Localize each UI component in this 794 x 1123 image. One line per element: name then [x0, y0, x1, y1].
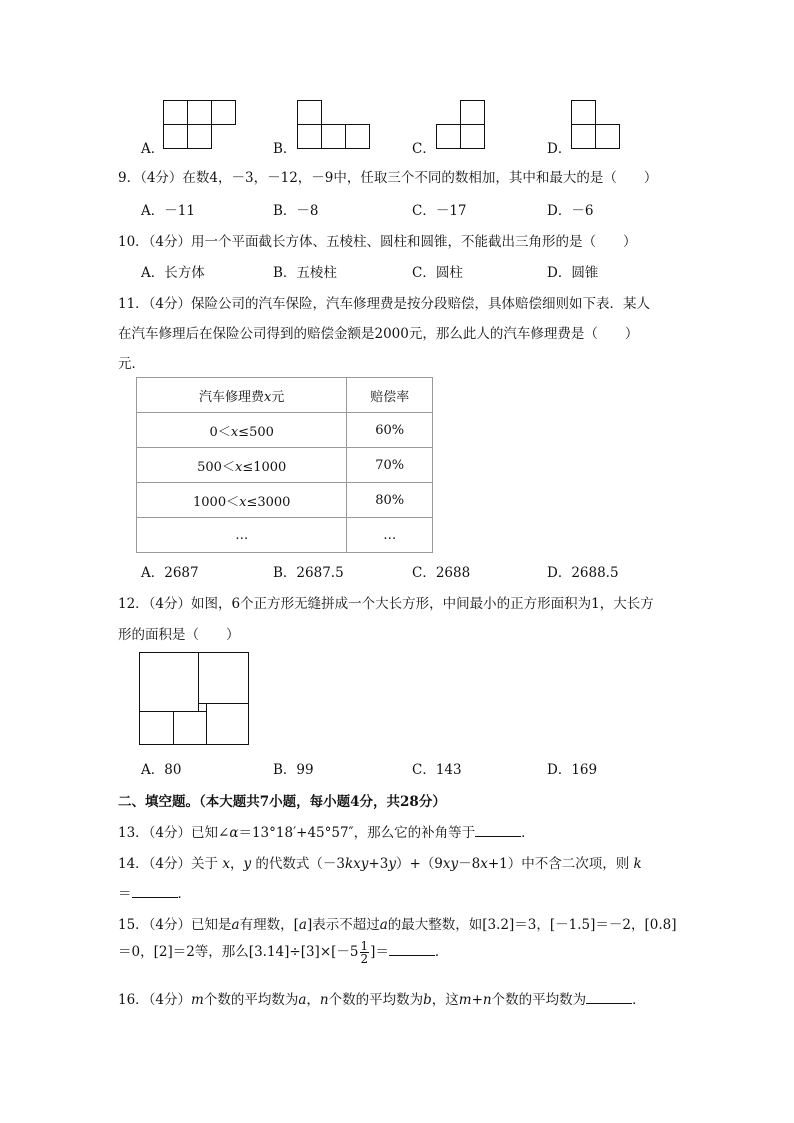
q8-option-a-label: A． — [141, 141, 165, 157]
q15-stem-line1: 15．（4分）已知是a有理数，[a]表示不超过a的最大整数，如[3.2]＝3，[－1.5]＝－2，[0.8] — [118, 917, 677, 933]
q11-option-d: D．2688.5 — [547, 565, 619, 581]
q11-option-c: C．2688 — [412, 565, 471, 581]
table-cell-rate: 80% — [347, 483, 433, 518]
q10-option-c: C．圆柱 — [412, 265, 463, 281]
q9-stem: 9．（4分）在数4，－3，－12，－9中，任取三个不同的数相加，其中和最大的是（ ） — [118, 170, 658, 186]
q8-option-b-label: B． — [273, 141, 297, 157]
q11-option-b: B．2687.5 — [273, 565, 344, 581]
q8-option-a-figure — [163, 100, 237, 150]
q11-compensation-table — [136, 377, 433, 553]
q15-answer-blank[interactable] — [389, 943, 435, 956]
table-cell-range: 500＜x≤1000 — [137, 448, 347, 483]
table-cell-rate: … — [347, 518, 433, 553]
q14-answer-blank[interactable] — [132, 885, 178, 898]
q15-fraction: $\frac{1}{2}$ — [360, 939, 369, 966]
q16-stem: 16．（4分）m个数的平均数为a，n个数的平均数为b，这m+n个数的平均数为 ． — [118, 992, 646, 1008]
q11-stem-line2: 在汽车修理后在保险公司得到的赔偿金额是2000元，那么此人的汽车修理费是（ ） — [118, 326, 639, 342]
table-header-repair-fee: 汽车修理费x元 — [137, 378, 347, 413]
table-row — [137, 518, 433, 553]
q12-stem-line2: 形的面积是（ ） — [118, 627, 240, 643]
q14-stem-line1: 14．（4分）关于 x，y 的代数式（－3kxy+3y）+（9xy－8x+1）中不含二次项，则 k — [118, 856, 642, 872]
q13-stem: 13．（4分）已知∠α＝13°18′+45°57″，那么它的补角等于 ． — [118, 825, 535, 841]
q9-option-a: A．－11 — [141, 203, 195, 219]
table-cell-rate: 70% — [347, 448, 433, 483]
q9-option-c: C．－17 — [412, 203, 467, 219]
q9-option-d: D．－6 — [547, 203, 594, 219]
table-cell-rate: 60% — [347, 413, 433, 448]
table-header-rate: 赔偿率 — [347, 378, 433, 413]
table-cell-range: 0＜x≤500 — [137, 413, 347, 448]
q8-option-c-figure — [436, 100, 486, 150]
q11-option-a: A．2687 — [141, 565, 199, 581]
q14-stem-line2: ＝ ． — [118, 886, 191, 902]
q11-stem-line1: 11．（4分）保险公司的汽车保险，汽车修理费是按分段赔偿，具体赔偿细则如下表．某人 — [118, 296, 651, 312]
q8-option-d-label: D． — [547, 141, 572, 157]
q16-answer-blank[interactable] — [586, 991, 632, 1004]
q12-option-d: D．169 — [547, 762, 598, 778]
q12-squares-figure — [139, 652, 249, 745]
q8-option-c-label: C． — [412, 141, 436, 157]
q12-option-a: A．80 — [141, 762, 182, 778]
q11-stem-line3: 元． — [118, 356, 145, 372]
q12-option-c: C．143 — [412, 762, 462, 778]
q10-option-b: B．五棱柱 — [273, 265, 337, 281]
table-cell-range: 1000＜x≤3000 — [137, 483, 347, 518]
table-row — [137, 413, 433, 448]
table-cell-range: … — [137, 518, 347, 553]
q13-answer-blank[interactable] — [475, 824, 521, 837]
q10-stem: 10．（4分）用一个平面截长方体、五棱柱、圆柱和圆锥，不能截出三角形的是（ ） — [118, 234, 637, 250]
q8-option-d-figure — [571, 100, 621, 150]
table-header-row — [137, 378, 433, 413]
q10-option-d: D．圆锥 — [547, 265, 599, 281]
table-row — [137, 448, 433, 483]
q12-option-b: B．99 — [273, 762, 314, 778]
q15-stem-line2: ＝0，[2]＝2等，那么[3.14]÷[3]×[－5 $\frac{1}{2}$ ]＝ ． — [118, 939, 449, 966]
table-row — [137, 483, 433, 518]
q12-stem-line1: 12．（4分）如图，6个正方形无缝拼成一个大长方形，中间最小的正方形面积为1，大长方 — [118, 596, 654, 612]
q9-option-b: B．－8 — [273, 203, 319, 219]
q8-option-b-figure — [297, 100, 371, 150]
q10-option-a: A．长方体 — [141, 265, 205, 281]
section-2-title: 二、填空题。（本大题共7小题，每小题4分，共28分） — [118, 794, 446, 810]
